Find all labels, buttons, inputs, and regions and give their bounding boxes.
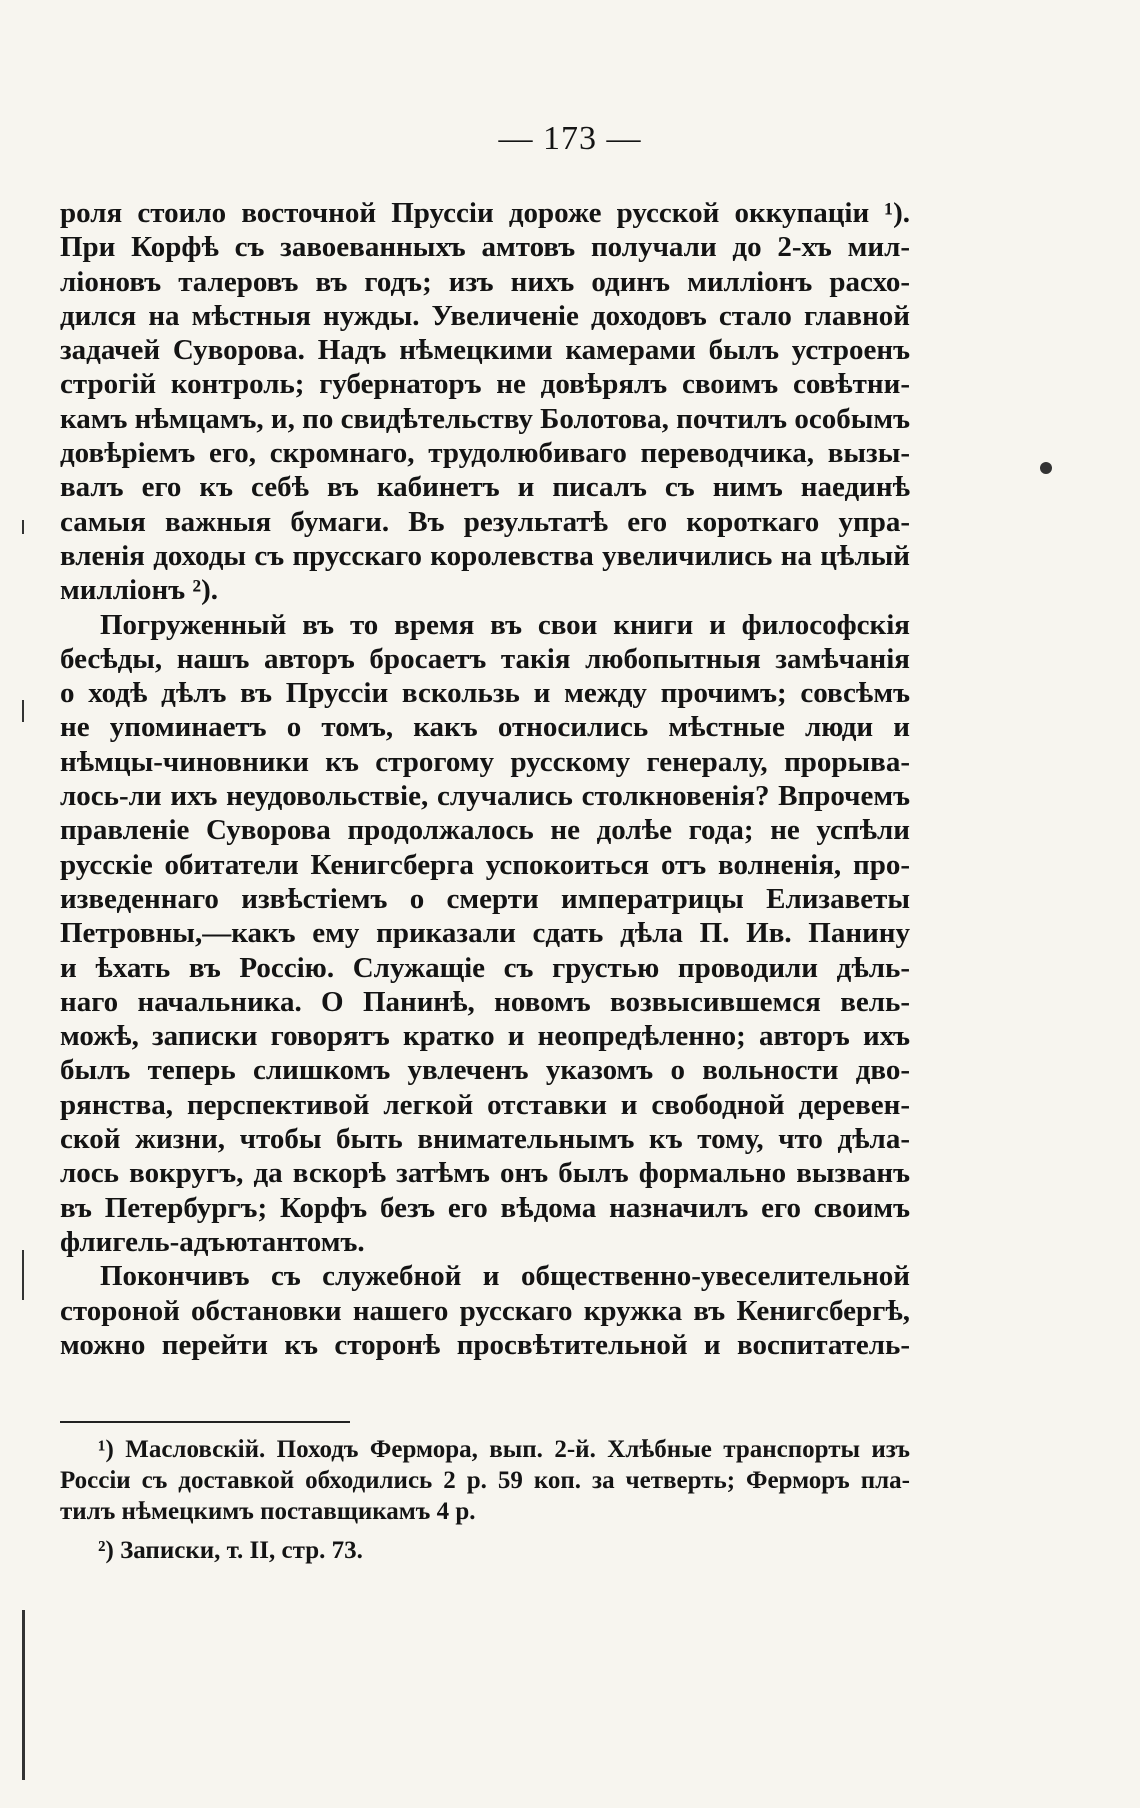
text-line: не упоминаетъ о томъ, какъ относились мѣстные люди и — [60, 711, 910, 744]
text-line: задачей Суворова. Надъ нѣмецкими камерами былъ устроенъ — [60, 334, 910, 367]
text-line: вленія доходы съ прусскаго королевства увеличились на цѣлый — [60, 539, 910, 572]
text-line: валъ его къ себѣ въ кабинетъ и писалъ съ нимъ наединѣ — [60, 471, 910, 504]
text-line: изведеннаго извѣстіемъ о смерти императрицы Елизаветы — [60, 882, 910, 915]
margin-scan-mark — [22, 1610, 25, 1780]
footnote-line: ²) Записки, т. II, стр. 73. — [98, 1537, 363, 1564]
footnote-line: Россіи съ доставкой обходились 2 р. 59 коп. за четверть; Ферморъ пла- — [60, 1467, 910, 1494]
text-line: лось-ли ихъ неудовольствіе, случались столкновенія? Впрочемъ — [60, 780, 910, 813]
text-line: о ходѣ дѣлъ въ Пруссіи вскользь и между прочимъ; совсѣмъ — [60, 677, 910, 710]
text-line: Покончивъ съ служебной и общественно-увеселительной — [100, 1260, 910, 1293]
paragraph-2 — [60, 608, 910, 1260]
text-line: строгій контроль; губернаторъ не довѣрялъ своимъ совѣтни- — [60, 368, 910, 401]
text-line: роля стоило восточной Пруссіи дороже русской оккупаціи ¹). — [60, 197, 910, 229]
paragraph-3 — [60, 1259, 910, 1362]
text-line: бесѣды, нашъ авторъ бросаетъ такія любопытныя замѣчанія — [60, 642, 910, 675]
text-line: ліоновъ талеровъ въ годъ; изъ нихъ одинъ милліонъ расхо- — [60, 265, 910, 298]
text-line: русскіе обитатели Кенигсберга успокоиться отъ волненія, про- — [60, 848, 910, 881]
text-line: Петровны,—какъ ему приказали сдать дѣла П. Ив. Панину — [60, 917, 910, 950]
footnote-2 — [60, 1535, 910, 1566]
paragraph-1 — [60, 196, 910, 608]
text-line: правленіе Суворова продолжалось не долѣе года; не успѣли — [60, 814, 910, 847]
footnote-1 — [60, 1434, 910, 1527]
text-line: милліонъ ²). — [60, 574, 219, 607]
text-line: нѣмцы-чиновники къ строгому русскому генералу, прорыва- — [60, 745, 910, 778]
text-line: рянства, перспективой легкой отставки и свободной деревен- — [60, 1088, 910, 1121]
text-line: былъ теперь слишкомъ увлеченъ указомъ о вольности дво- — [60, 1054, 910, 1087]
text-line: лось вокругъ, да вскорѣ затѣмъ онъ былъ формально вызванъ — [60, 1157, 910, 1190]
text-line: можно перейти къ сторонѣ просвѣтительной и воспитатель- — [60, 1328, 910, 1361]
text-line: Погруженный въ то время въ свои книги и философскія — [100, 608, 910, 641]
text-line: можѣ, записки говорятъ кратко и неопредѣленно; авторъ ихъ — [60, 1020, 910, 1053]
text-line: въ Петербургъ; Корфъ безъ его вѣдома назначилъ его своимъ — [60, 1191, 910, 1224]
text-line: камъ нѣмцамъ, и, по свидѣтельству Болотова, почтилъ особымъ — [60, 402, 911, 435]
text-line: При Корфѣ съ завоеванныхъ амтовъ получали до 2-хъ мил- — [60, 231, 910, 264]
footnote-line: тилъ нѣмецкимъ поставщикамъ 4 р. — [60, 1498, 476, 1525]
text-line: и ѣхать въ Россію. Служащіе съ грустью проводили дѣль- — [60, 951, 910, 984]
margin-scan-mark — [22, 1250, 24, 1300]
footnotes — [60, 1434, 910, 1566]
margin-scan-mark — [1040, 462, 1052, 474]
text-line: флигель-адъютантомъ. — [60, 1225, 365, 1258]
page-number: — 173 — — [498, 120, 642, 157]
margin-scan-mark — [22, 520, 24, 534]
footnote-line: ¹) Масловскій. Походъ Фермора, вып. 2-й. Хлѣбные транспорты изъ — [98, 1436, 910, 1463]
text-line: наго начальника. О Панинѣ, новомъ возвысившемся вель- — [60, 985, 910, 1018]
text-line: довѣріемъ его, скромнаго, трудолюбиваго переводчика, вызы- — [60, 437, 910, 470]
text-line: самыя важныя бумаги. Въ результатѣ его короткаго упра- — [60, 505, 910, 538]
text-line: стороной обстановки нашего русскаго кружка въ Кенигсбергѣ, — [60, 1294, 910, 1327]
main-text — [60, 196, 910, 1362]
footnote-divider — [60, 1421, 350, 1423]
text-line: дился на мѣстныя нужды. Увеличеніе доходовъ стало главной — [60, 299, 910, 332]
margin-scan-mark — [22, 700, 24, 722]
text-line: ской жизни, чтобы быть внимательнымъ къ тому, что дѣла- — [60, 1123, 910, 1156]
